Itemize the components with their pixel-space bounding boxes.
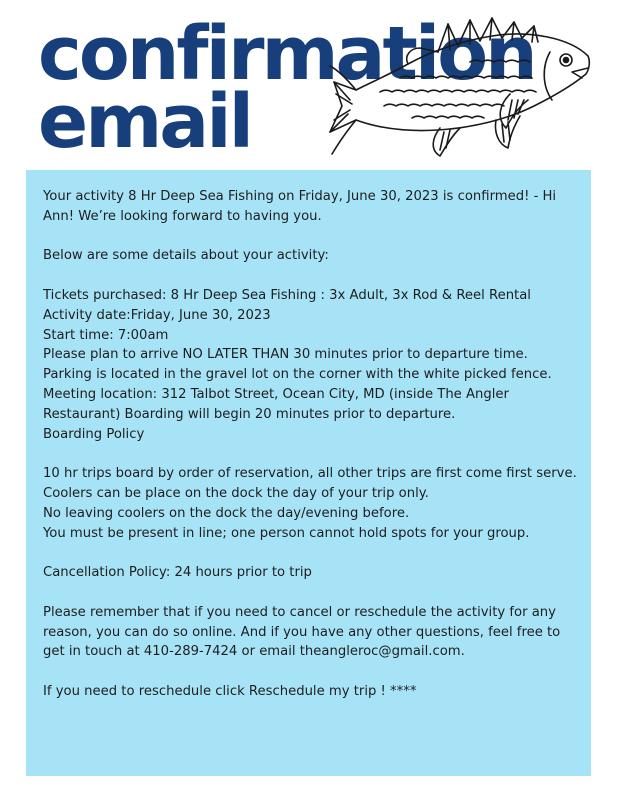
title-line-1: confirmation xyxy=(38,11,535,97)
tickets-purchased: Tickets purchased: 8 Hr Deep Sea Fishing : 3x Adult, 3x Rod & Reel Rental xyxy=(43,287,531,303)
arrival-instruction: Please plan to arrive NO LATER THAN 30 minutes prior to departure time. xyxy=(43,347,528,363)
title-line-2: email xyxy=(38,79,251,165)
confirmation-message: Your activity 8 Hr Deep Sea Fishing on Friday, June 30, 2023 is confirmed! - Hi Ann! We’re looking forward to having you. xyxy=(43,189,557,224)
cancellation-policy: Cancellation Policy: 24 hours prior to trip xyxy=(43,565,312,581)
parking-info: Parking is located in the gravel lot on the corner with the white picked fence. xyxy=(43,367,552,383)
email-body xyxy=(43,187,578,702)
activity-date: Activity date:Friday, June 30, 2023 xyxy=(43,307,271,323)
reschedule-message: If you need to reschedule click Reschedule my trip ! **** xyxy=(43,683,417,699)
boarding-order: 10 hr trips board by order of reservation, all other trips are first come first serve. xyxy=(43,466,577,482)
details-intro: Below are some details about your activity: xyxy=(43,248,329,264)
meeting-location: Meeting location: 312 Talbot Street, Ocean City, MD (inside The Angler Restaurant) Boarding will begin 20 minutes prior to departure. xyxy=(43,386,509,422)
coolers-dock-rule: Coolers can be place on the dock the day of your trip only. xyxy=(43,485,429,501)
presence-rule: You must be present in line; one person cannot hold spots for your group. xyxy=(43,525,530,541)
start-time: Start time: 7:00am xyxy=(43,327,169,343)
boarding-policy-heading: Boarding Policy xyxy=(43,426,145,442)
no-coolers-rule: No leaving coolers on the dock the day/evening before. xyxy=(43,505,410,521)
email-card xyxy=(26,170,591,776)
fish-illustration-icon xyxy=(320,8,602,163)
reminder-message: Please remember that if you need to cancel or reschedule the activity for any reason, you can do so online. And if you have any other questions, feel free to get in touch at 410-289-7424 or email theangleroc@gmail.com. xyxy=(43,604,561,660)
